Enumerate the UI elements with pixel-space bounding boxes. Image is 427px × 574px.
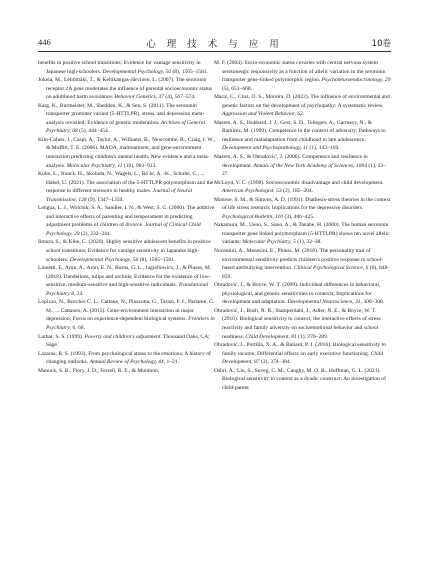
reference-text: (2), 232–244. [79, 230, 112, 237]
reference-entry [38, 238, 218, 264]
running-header [38, 35, 391, 52]
reference-entry [214, 281, 392, 307]
reference-text: Luthar, S. S. (1999). [38, 333, 85, 340]
reference-source: American Psychologist, 53 [222, 188, 282, 195]
reference-entry [38, 367, 218, 376]
reference-entry [214, 93, 392, 119]
reference-source: Journal of Neural Transmission, 128 [46, 188, 193, 203]
reference-text: Iimura, S., & Kibe, C. (2020). Highly sensitive adolescent benefits in positive school transitions; Evidence for vantage sensitivity in Japanese high-schoolers. [38, 239, 211, 263]
reference-entry [38, 102, 218, 136]
reference-entry [38, 298, 218, 332]
reference-entry [38, 59, 218, 76]
reference-entry [38, 76, 218, 102]
reference-text: Karg, K., Burmeister, M., Shedden, K., & Sen, S. (2011). The serotonin transporter promoter variant (5-HTTLPR), stress, and depression meta-analysis revisited; Evidence of genetic moderation. [38, 102, 205, 126]
reference-text: Nakamura, M., Ueno, S., Sano, A., & Tanabe, H. (2000). The human serotonin transporter gene linked polymorphism (5-HTTLPR) shows ten novel allelic variants. [214, 222, 390, 246]
reference-entry [38, 333, 218, 350]
reference-entry [214, 341, 392, 367]
reference-entry [38, 350, 218, 367]
reference-entry [214, 59, 392, 93]
reference-text: McLoyd, V. C. (1998). Socioeconomic disadvantage and child development. [214, 179, 384, 186]
journal-title: 心 理 技 术 与 应 用 [146, 39, 283, 50]
reference-text: Kuhn, L., Noack, H., Skoluda, N., Wagels, L., Rö hr, A. -K., Schulte, C., ... Habel, U. (2021). The association of the 5-HTTLPR polymorphism and the response to different stressors in healthy males. [38, 171, 214, 195]
reference-text: Lionetti, F., Aron, A., Aron, E. N., Burns, G. L., Jagiellowicz, J., & Pluess, M. (2018). Dandelions, tulips and orchids; Evidence for the existence of low-sensitive, medium-sensitive and high-sensitive individuals. [38, 265, 212, 289]
reference-source: Translational Psychiatry 8 [46, 282, 209, 297]
reference-text: benefits in positive school transitions; Evidence for vantage sensitivity in Japanese high-schoolers. [38, 60, 201, 75]
reference-entry [214, 247, 392, 281]
reference-text: (8), 1565–1581. [171, 68, 209, 75]
reference-entry [214, 307, 392, 341]
reference-entry [38, 204, 218, 238]
reference-text: Manuck, S. B., Flory, J. D., Ferrell, R. E., & Muldoon, [38, 367, 160, 374]
reference-text: Masten, A. S., Hubbard, J. J., Gest, S. D., Tellegen, A., Garmezy, N., & Ramirez, M. (1999). Competence in the context of adversity; Pathways to resilience and maladaptation from childhood to late adolescence. [214, 119, 386, 143]
reference-text: Obradović, J., & Boyce, W. T. (2009). Individual differences in behavioral, physiological, and genetic sensitivities to contexts; Implications for development and adaptation. [214, 282, 381, 306]
reference-source: Child Development, 81 [245, 333, 297, 340]
references-right-column [214, 59, 392, 392]
reference-text: Lazarus, R. S. (1993). From psychological stress to the emotions; A history of changing outlooks. [38, 350, 211, 366]
reference-source: Aggression and Violent Behavior, 62 [222, 111, 303, 118]
reference-text: (2), 185–204. [281, 188, 314, 195]
reference-source: Developmental Neuroscience, 31 [287, 299, 361, 306]
reference-entry [214, 119, 392, 153]
reference-text: . [302, 111, 305, 118]
reference-source: Journal of Clinical Child Psychology, 29 [46, 222, 201, 237]
reference-text: (1), 143–169. [308, 145, 340, 152]
reference-text: (1), 270–289. [296, 333, 329, 340]
reference-text: (3), 406–425. [283, 213, 315, 220]
reference-text: Jokela, M., Lehtimäki, T., & Keltikangas-Järvinen, L. (2007). The serotonin receptor 2A gene moderates the influence of parental socioeconomic status on adulthood harm avoidance. [38, 77, 213, 101]
reference-source: Molecular Psychiatry, 5 [242, 239, 296, 246]
reference-text: Obradović, J., Bush, N. R., Stamperdahl, J., Adler, N. E., & Boyce, W. T. (2010). Biological sensitivity to context; the interactive effects of stress reactivity and family adversity on socioemotional behavior and school readiness. [214, 307, 381, 340]
reference-text: (5), 444–454. [77, 128, 110, 135]
reference-entry [214, 367, 392, 393]
reference-text: Lopizzo, N., Bocchio C. L., Cattane, N., Plazzotta, G., Tarazi, F. I., Pariante, C. M., ... Cattaneo, A. (2015). Gene-environment interaction in major depression; Focus on experience-dependent biological systems. [38, 299, 215, 323]
reference-text: (6), 848–859. [222, 265, 391, 280]
reference-text: Oshri, A., Liu, S., Suveg, C. M., Caughy, M. O. B., Huffman, G. L. (2021). Biological sensitivity to context as a dyadic construct; An investigation of child-parent [214, 367, 386, 391]
reference-source: Developmental Psychology, 56 [69, 256, 139, 263]
volume-label: 10卷 [371, 39, 391, 49]
reference-text: (10), 903–913. [122, 162, 157, 169]
reference-text: (5), 651–668. [222, 85, 253, 92]
reference-text: (1), 32–38. [295, 239, 322, 246]
reference-source: Annual Review of Psychology, 44 [89, 359, 164, 366]
reference-text: , 1–21. [163, 359, 179, 366]
reference-text: Nocentini, A., Menesini, E., Pluess, M. (2018). The personality trait of environmental sensitivity predicts children's positive response to school-based antibullying intervention. [214, 248, 384, 272]
reference-text: (8), 1565–1581. [138, 256, 176, 263]
page-number: 446 [38, 37, 51, 47]
reference-entry [38, 170, 218, 204]
reference-text: Mariz, C., Cruz, O. S., Moreira, D. (2022). The influence of environmental and genetic factors on the development of psychopathy; A systematic review. [214, 94, 390, 109]
reference-source: Annals of the New York Academy of Sciences, 1094 [253, 162, 367, 169]
reference-source: Development and Psychopathology, 11 [222, 145, 309, 152]
reference-text: Obradović, J., Portilla, X. A., & Ballard, P. J. (2016). Biological sensitivity to family income; Differential effects on early executive functioning. [214, 342, 386, 357]
reference-source: Molecular Psychiatry, 11 [66, 162, 123, 169]
reference-text: (4), 567–574. [164, 94, 196, 101]
reference-text: Lengua, L. J., Wolchik, S. A., Sandler, I. N., & West, S. G. (2000). The additive and interactive effects of parenting and temperament in predicting adjustment problems of children of divorce. [38, 205, 215, 229]
reference-text: Kim-Cohen, J., Caspi, A., Taylor, A., Williams, B., Newcombe, R., Craig, I. W., & Moffitt, T. E. (2006). MAOA, maltreatment, and gene-environment interaction predicting children's mental health; New evidence and a meta-analysis. [38, 136, 215, 169]
reference-source: Poverty and children's adjustment [84, 333, 161, 340]
reference-source: Frontiers in Psychiatry [46, 316, 215, 331]
reference-text: (1), 13–27. [222, 162, 386, 178]
reference-source: Psychoneuroendocrinology, 29 [321, 77, 391, 84]
reference-source: Clinical Psychological Science, 6 [293, 265, 369, 272]
reference-source: Child Development, 87 [222, 350, 384, 366]
reference-text: Masten, A. S., & Obradovic', J. (2006). Competence and resilience in development. [214, 154, 368, 169]
reference-text: Monroe, S. M., & Simons, A. D. (1991). Diathesis-stress theories in the context of life stress research; Implications for the depressive disorders. [214, 196, 391, 212]
reference-entry [38, 136, 218, 170]
reference-entry [214, 153, 392, 179]
reference-entry [214, 196, 392, 222]
reference-text: M. F. (2004). Socio-economic status covaries with central nervous system serotonergic responsivity as a function of allelic variation in the serotonin transporter gene-linked polymorphic region. [214, 60, 386, 84]
reference-text: , 6, 68. [69, 324, 85, 331]
reference-entry [214, 179, 392, 196]
reference-entry [38, 264, 218, 298]
reference-entry [214, 221, 392, 247]
reference-text: . Thousand Oaks, CA; Sage. [46, 333, 210, 349]
reference-source: Psychological Bulletin, 110 [222, 213, 284, 220]
reference-source: Archives of General Psychiatry, 68 [46, 119, 206, 135]
reference-text: (9), 1347–1359. [86, 196, 124, 203]
reference-text: , 24. [73, 290, 84, 297]
reference-text: , 300–308. [360, 299, 385, 306]
references-left-column [38, 59, 218, 375]
reference-text: (2), 374–384. [259, 359, 292, 366]
reference-source: Behavior Genetics, 37 [114, 94, 164, 101]
reference-source: Developmental Psychology, 56 [102, 68, 172, 75]
